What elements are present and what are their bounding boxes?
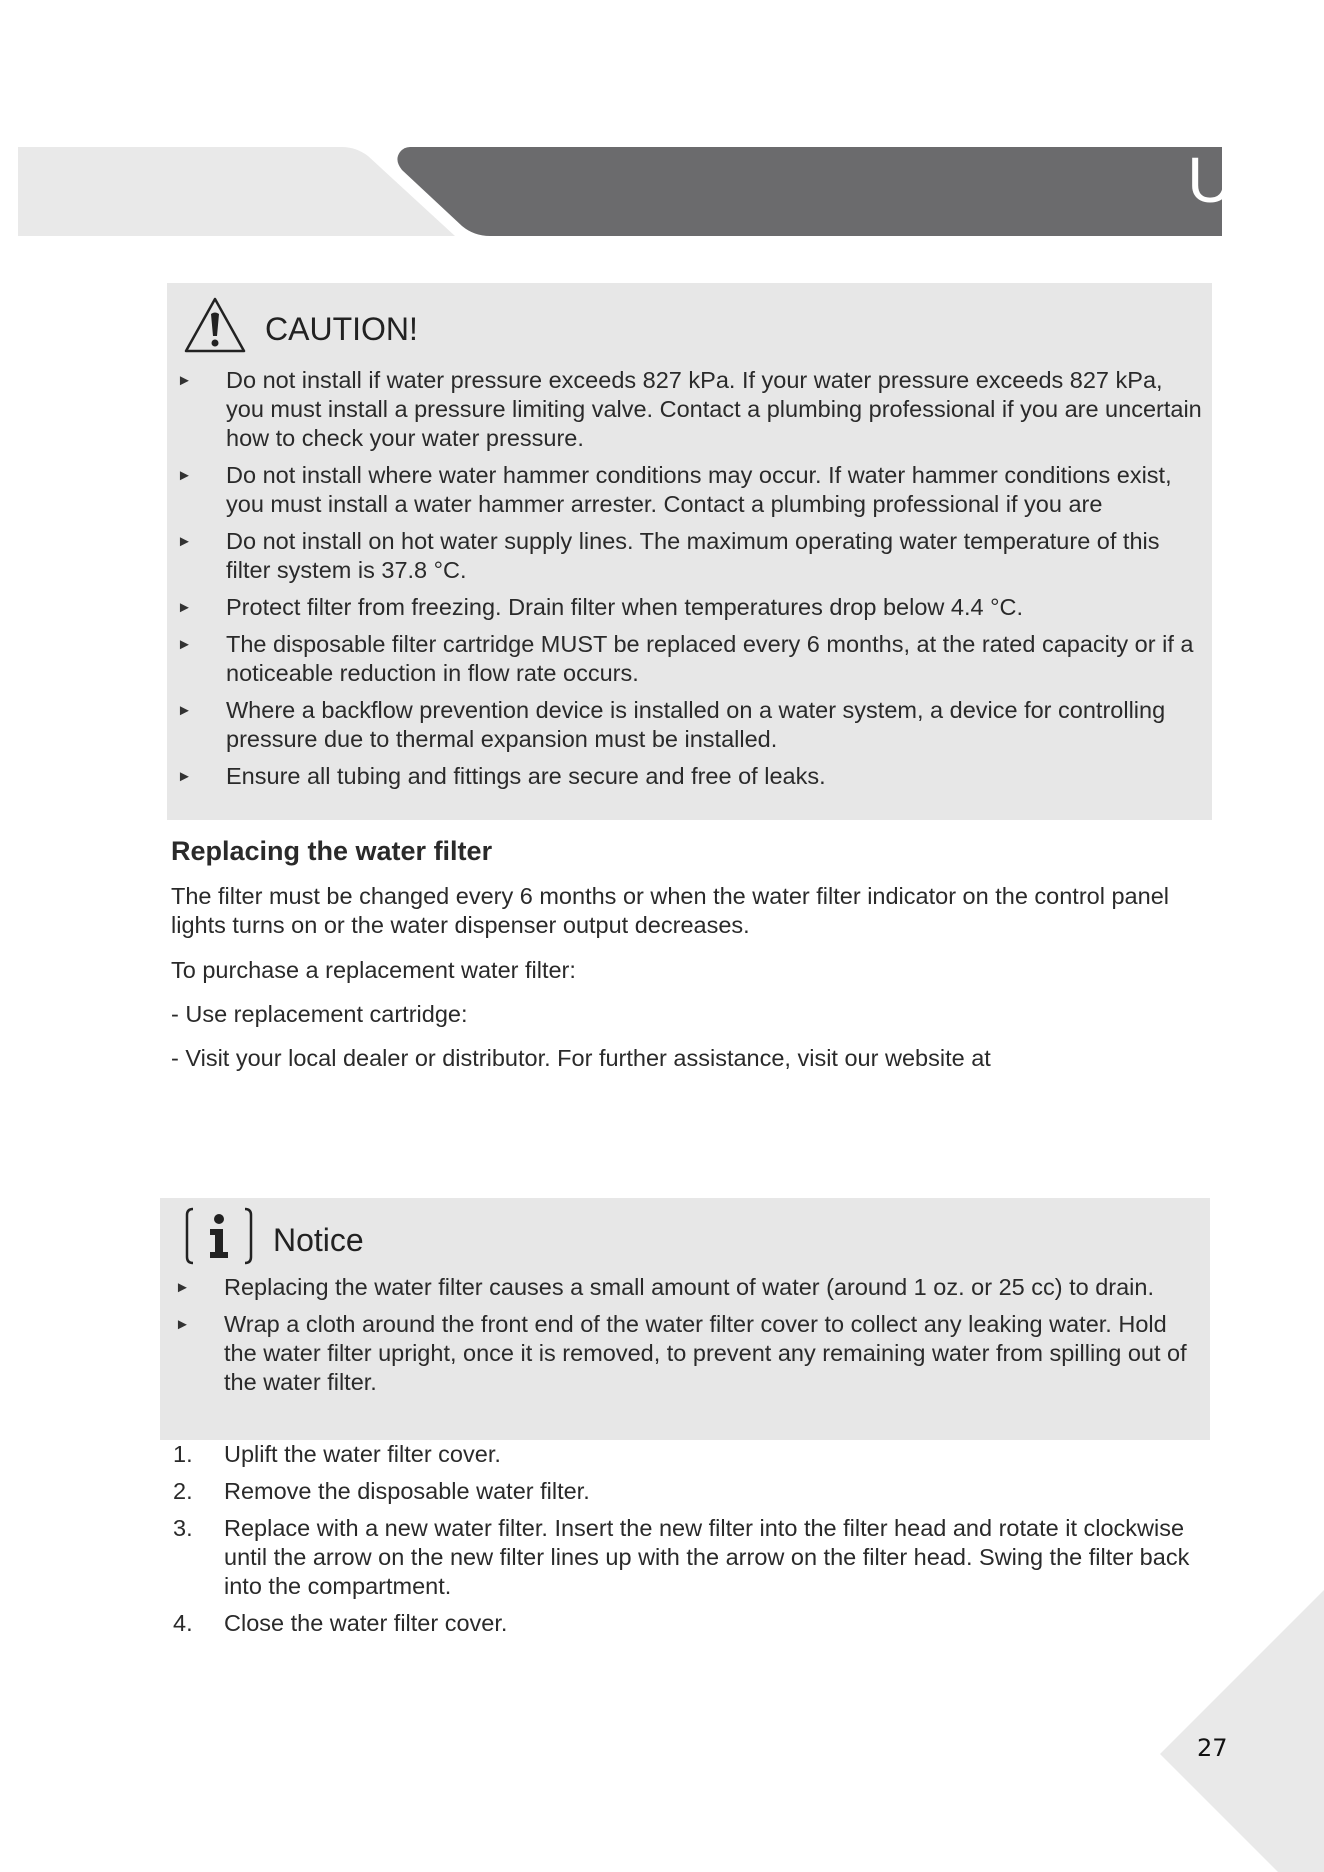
notice-title: Notice xyxy=(273,1221,364,1258)
caution-title: CAUTION! xyxy=(265,310,418,347)
list-item: ► Ensure all tubing and fittings are secure and free of leaks. xyxy=(177,763,826,789)
step-item: 1. Uplift the water filter cover. xyxy=(173,1441,501,1467)
bullet-arrow-icon: ► xyxy=(175,1316,190,1333)
section-title: Use xyxy=(1187,144,1304,216)
step-item: 3. Replace with a new water filter. Insert the new filter into the filter head and rotate it clockwise until the arrow on the new filter lines up with the arrow on the filter head. Swing the filter back into the compartment. xyxy=(173,1515,1190,1599)
bullet-arrow-icon: ► xyxy=(177,702,192,719)
bullet-arrow-icon: ► xyxy=(175,1279,190,1296)
option-cartridge: - Use replacement cartridge: xyxy=(171,1001,468,1027)
list-item: ► The disposable filter cartridge MUST be replaced every 6 months, at the rated capacity or if a noticeable reduction in flow rate occurs. xyxy=(177,631,1194,686)
list-item: ► Do not install if water pressure exceeds 827 kPa. If your water pressure exceeds 827 kPa, you must install a pressure limiting valve. Contact a plumbing professional if you are uncertain how to check your water pressure. xyxy=(177,367,1202,451)
bullet-arrow-icon: ► xyxy=(177,768,192,785)
notice-header xyxy=(183,1205,364,1275)
list-item: ► Do not install on hot water supply lines. The maximum operating water temperature of this filter system is 37.8 °C. xyxy=(177,528,1160,583)
list-item: ► Protect filter from freezing. Drain filter when temperatures drop below 4.4 °C. xyxy=(177,594,1023,620)
bullet-arrow-icon: ► xyxy=(177,467,192,484)
intro-paragraph: The filter must be changed every 6 months or when the water filter indicator on the control panel lights turns on or the water dispenser output decreases. xyxy=(171,883,1169,938)
option-dealer: - Visit your local dealer or distributor. For further assistance, visit our website at xyxy=(171,1045,991,1071)
list-item: ► Replacing the water filter causes a small amount of water (around 1 oz. or 25 cc) to drain. xyxy=(175,1274,1155,1300)
warning-triangle-icon xyxy=(183,296,247,362)
page-number: 27 xyxy=(1197,1734,1228,1762)
bullet-arrow-icon: ► xyxy=(177,533,192,550)
section-heading: Replacing the water filter xyxy=(171,836,493,866)
caution-header xyxy=(183,296,418,362)
notice-list xyxy=(168,1273,1204,1405)
step-item: 2. Remove the disposable water filter. xyxy=(173,1478,590,1504)
list-item: ► Where a backflow prevention device is installed on a water system, a device for controlling pressure due to thermal expansion must be installed. xyxy=(177,697,1166,752)
steps-list xyxy=(168,1440,1218,1646)
list-item: ► Wrap a cloth around the front end of the water filter cover to collect any leaking water. Hold the water filter upright, once it is removed, to prevent any remaining water from spilling out of the water filter. xyxy=(175,1311,1187,1395)
list-item: ► Do not install where water hammer conditions may occur. If water hammer conditions exist, you must install a water hammer arrester. Contact a plumbing professional if you are xyxy=(177,462,1172,517)
step-item: 4. Close the water filter cover. xyxy=(173,1610,508,1636)
page-corner-decoration xyxy=(1160,1590,1324,1872)
bullet-arrow-icon: ► xyxy=(177,599,192,616)
purchase-paragraph: To purchase a replacement water filter: xyxy=(171,957,576,983)
header-banner xyxy=(0,0,1324,260)
bullet-arrow-icon: ► xyxy=(177,636,192,653)
bullet-arrow-icon: ► xyxy=(177,372,192,389)
caution-list xyxy=(170,366,1205,799)
info-icon xyxy=(183,1205,255,1275)
